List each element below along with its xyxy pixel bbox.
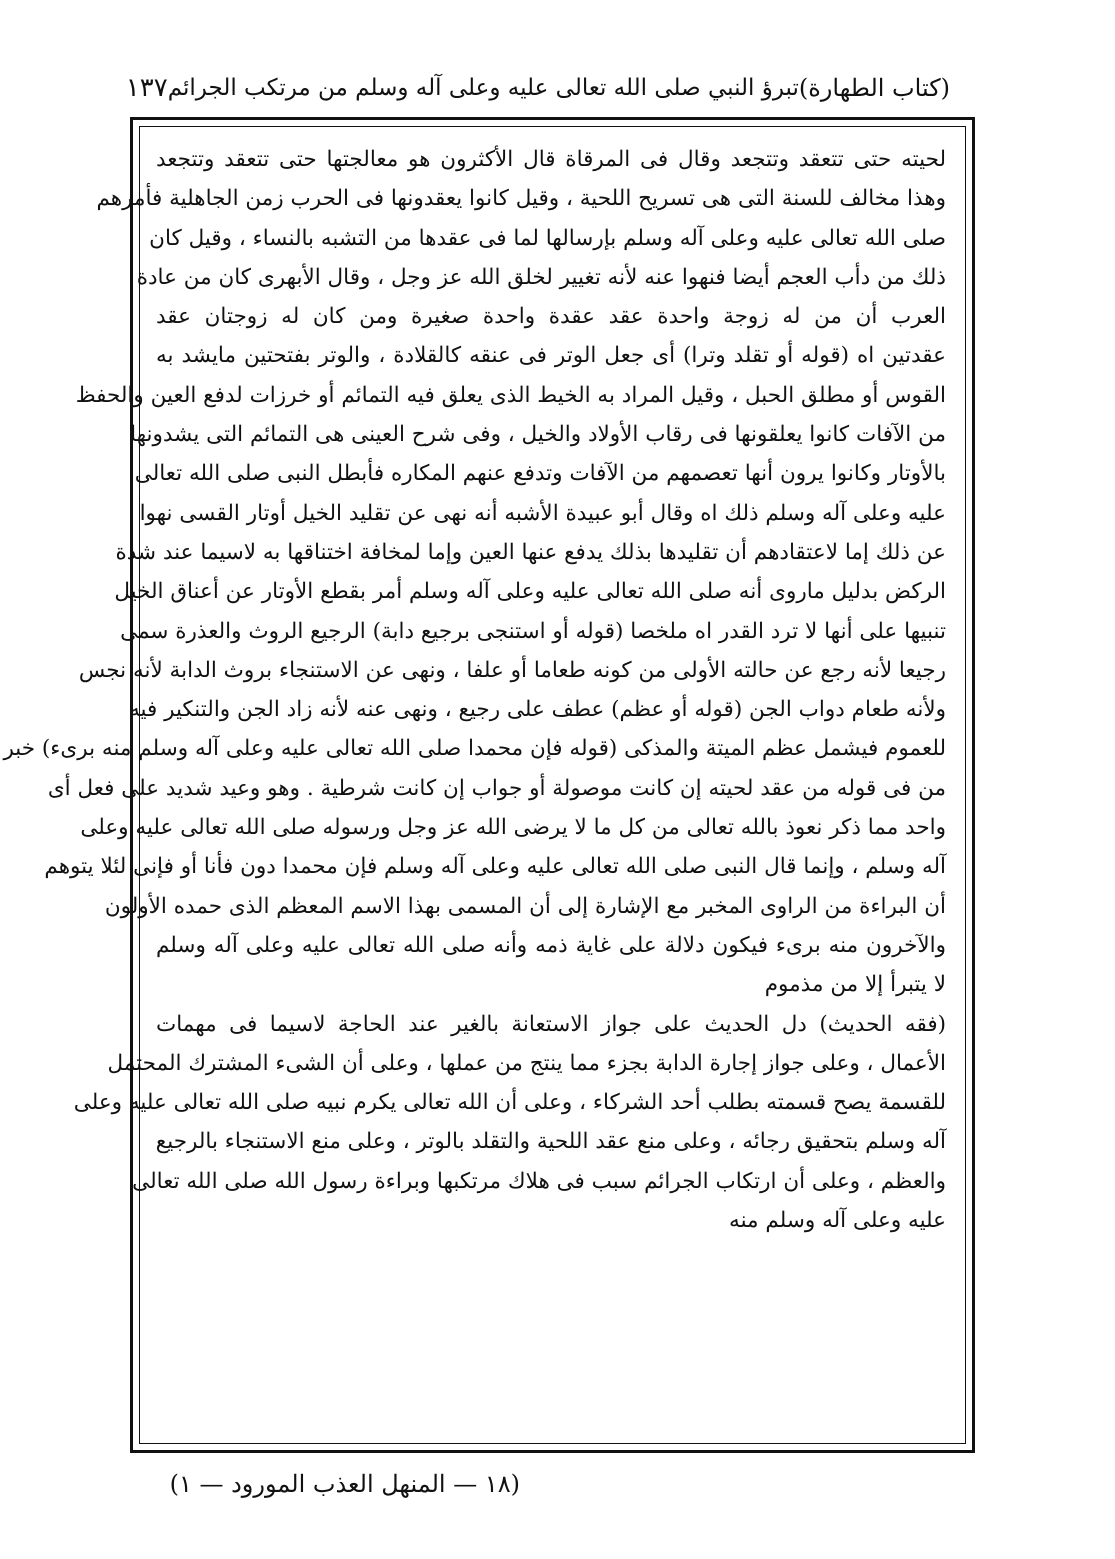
book-title: (كتاب الطهارة) xyxy=(798,74,950,102)
text-line: عليه وعلى آله وسلم منه xyxy=(729,1208,946,1234)
text-line: عقدتين اه (قوله أو تقلد وترا) أى جعل الوتر فى عنقه كالقلادة ، والوتر بفتحتين مايشد به xyxy=(156,343,946,369)
page-number: ١٣٧ xyxy=(125,73,168,103)
text-line: أن البراءة من الراوى المخبر مع الإشارة إلى أن المسمى بهذا الاسم المعظم الذى حمده الأولون xyxy=(104,893,946,919)
text-line: ولأنه طعام دواب الجن (قوله أو عظم) عطف على رجيع ، ونهى عنه لأنه زاد الجن والتنكير فيه xyxy=(128,697,946,723)
text-line: العرب أن من له زوجة واحدة عقد عقدة واحدة صغيرة ومن كان له زوجتان عقد xyxy=(156,304,946,330)
text-line: (فقه الحديث) دل الحديث على جواز الاستعانة بالغير عند الحاجة لاسيما فى مهمات xyxy=(156,1011,946,1037)
page-footer: (١٨ — المنهل العذب المورود — ١) xyxy=(169,1470,520,1498)
text-line: صلى الله تعالى عليه وعلى آله وسلم بإرسالها لما فى عقدها من التشبه بالنساء ، وقيل كان xyxy=(149,225,946,251)
text-line: آله وسلم بتحقيق رجائه ، وعلى منع عقد اللحية والتقلد بالوتر ، وعلى منع الاستنجاء بالرجيع xyxy=(155,1129,946,1155)
text-line: وهذا مخالف للسنة التى هى تسريح اللحية ، وقيل كانوا يعقدونها فى الحرب زمن الجاهلية فأمرهم xyxy=(96,186,946,212)
text-line: للعموم فيشمل عظم الميتة والمذكى (قوله فإن محمدا صلى الله تعالى عليه وعلى آله وسلم منه برىء) خبر xyxy=(3,736,946,762)
text-line: الركض بدليل ماروى أنه صلى الله تعالى عليه وعلى آله وسلم أمر بقطع الأوتار عن أعناق الخيل xyxy=(114,579,946,605)
text-line: ذلك من دأب العجم أيضا فنهوا عنه لأنه تغيير لخلق الله عز وجل ، وقال الأبهرى كان من عادة xyxy=(136,264,946,290)
section-title: تبرؤ النبي صلى الله تعالى عليه وعلى آله وسلم من مرتكب الجرائم xyxy=(167,75,799,101)
text-line: آله وسلم ، وإنما قال النبى صلى الله تعالى عليه وعلى آله وسلم فإن محمدا دون فأنا أو فإنى لئلا يتوهم xyxy=(44,854,946,880)
text-line: رجيعا لأنه رجع عن حالته الأولى من كونه طعاما أو علفا ، ونهى عن الاستنجاء بروث الدابة لأنه نجس xyxy=(78,657,946,683)
page-header xyxy=(125,66,950,110)
text-line: تنبيها على أنها لا ترد القدر اه ملخصا (قوله أو استنجى برجيع دابة) الرجيع الروث والعذرة سمى xyxy=(120,618,946,644)
text-line: عن ذلك إما لاعتقادهم أن تقليدها بذلك يدفع عنها العين وإما لمخافة اختناقها به لاسيما عند شدة xyxy=(115,539,946,565)
text-line: للقسمة يصح قسمته بطلب أحد الشركاء ، وعلى أن الله تعالى يكرم نبيه صلى الله تعالى عليه وعلى xyxy=(73,1090,946,1116)
text-line: من فى قوله من عقد لحيته إن كانت موصولة أو جواب إن كانت شرطية . وهو وعيد شديد على فعل أى xyxy=(47,775,946,801)
text-line: الأعمال ، وعلى جواز إجارة الدابة بجزء مما ينتج من عملها ، وعلى أن الشىء المشترك المحتمل xyxy=(107,1050,946,1076)
text-line: بالأوتار وكانوا يرون أنها تعصمهم من الآفات وتدفع عنهم المكاره فأبطل النبى صلى الله تعالى xyxy=(134,461,946,487)
text-line: القوس أو مطلق الحبل ، وقيل المراد به الخيط الذى يعلق فيه التمائم أو خرزات لدفع العين والحفظ xyxy=(75,382,946,408)
body-text xyxy=(3,140,946,1240)
text-line: واحد مما ذكر نعوذ بالله تعالى من كل ما لا يرضى الله عز وجل ورسوله صلى الله تعالى عليه وعلى xyxy=(80,815,946,841)
text-line: والعظم ، وعلى أن ارتكاب الجرائم سبب فى هلاك مرتكبها وبراءة رسول الله صلى الله تعالى xyxy=(132,1168,946,1194)
text-line: لحيته حتى تتعقد وتتجعد وقال فى المرقاة قال الأكثرون هو معالجتها حتى تتعقد وتتجعد xyxy=(156,147,946,172)
text-line: عليه وعلى آله وسلم ذلك اه وقال أبو عبيدة الأشبه أنه نهى عن تقليد الخيل أوتار القسى نهوا xyxy=(139,500,946,526)
text-line: والآخرون منه برىء فيكون دلالة على غاية ذمه وأنه صلى الله تعالى عليه وعلى آله وسلم xyxy=(156,932,946,958)
text-line: لا يتبرأ إلا من مذموم xyxy=(764,972,946,998)
text-line: من الآفات كانوا يعلقونها فى رقاب الأولاد والخيل ، وفى شرح العينى هى التمائم التى يشدونها xyxy=(130,422,946,448)
